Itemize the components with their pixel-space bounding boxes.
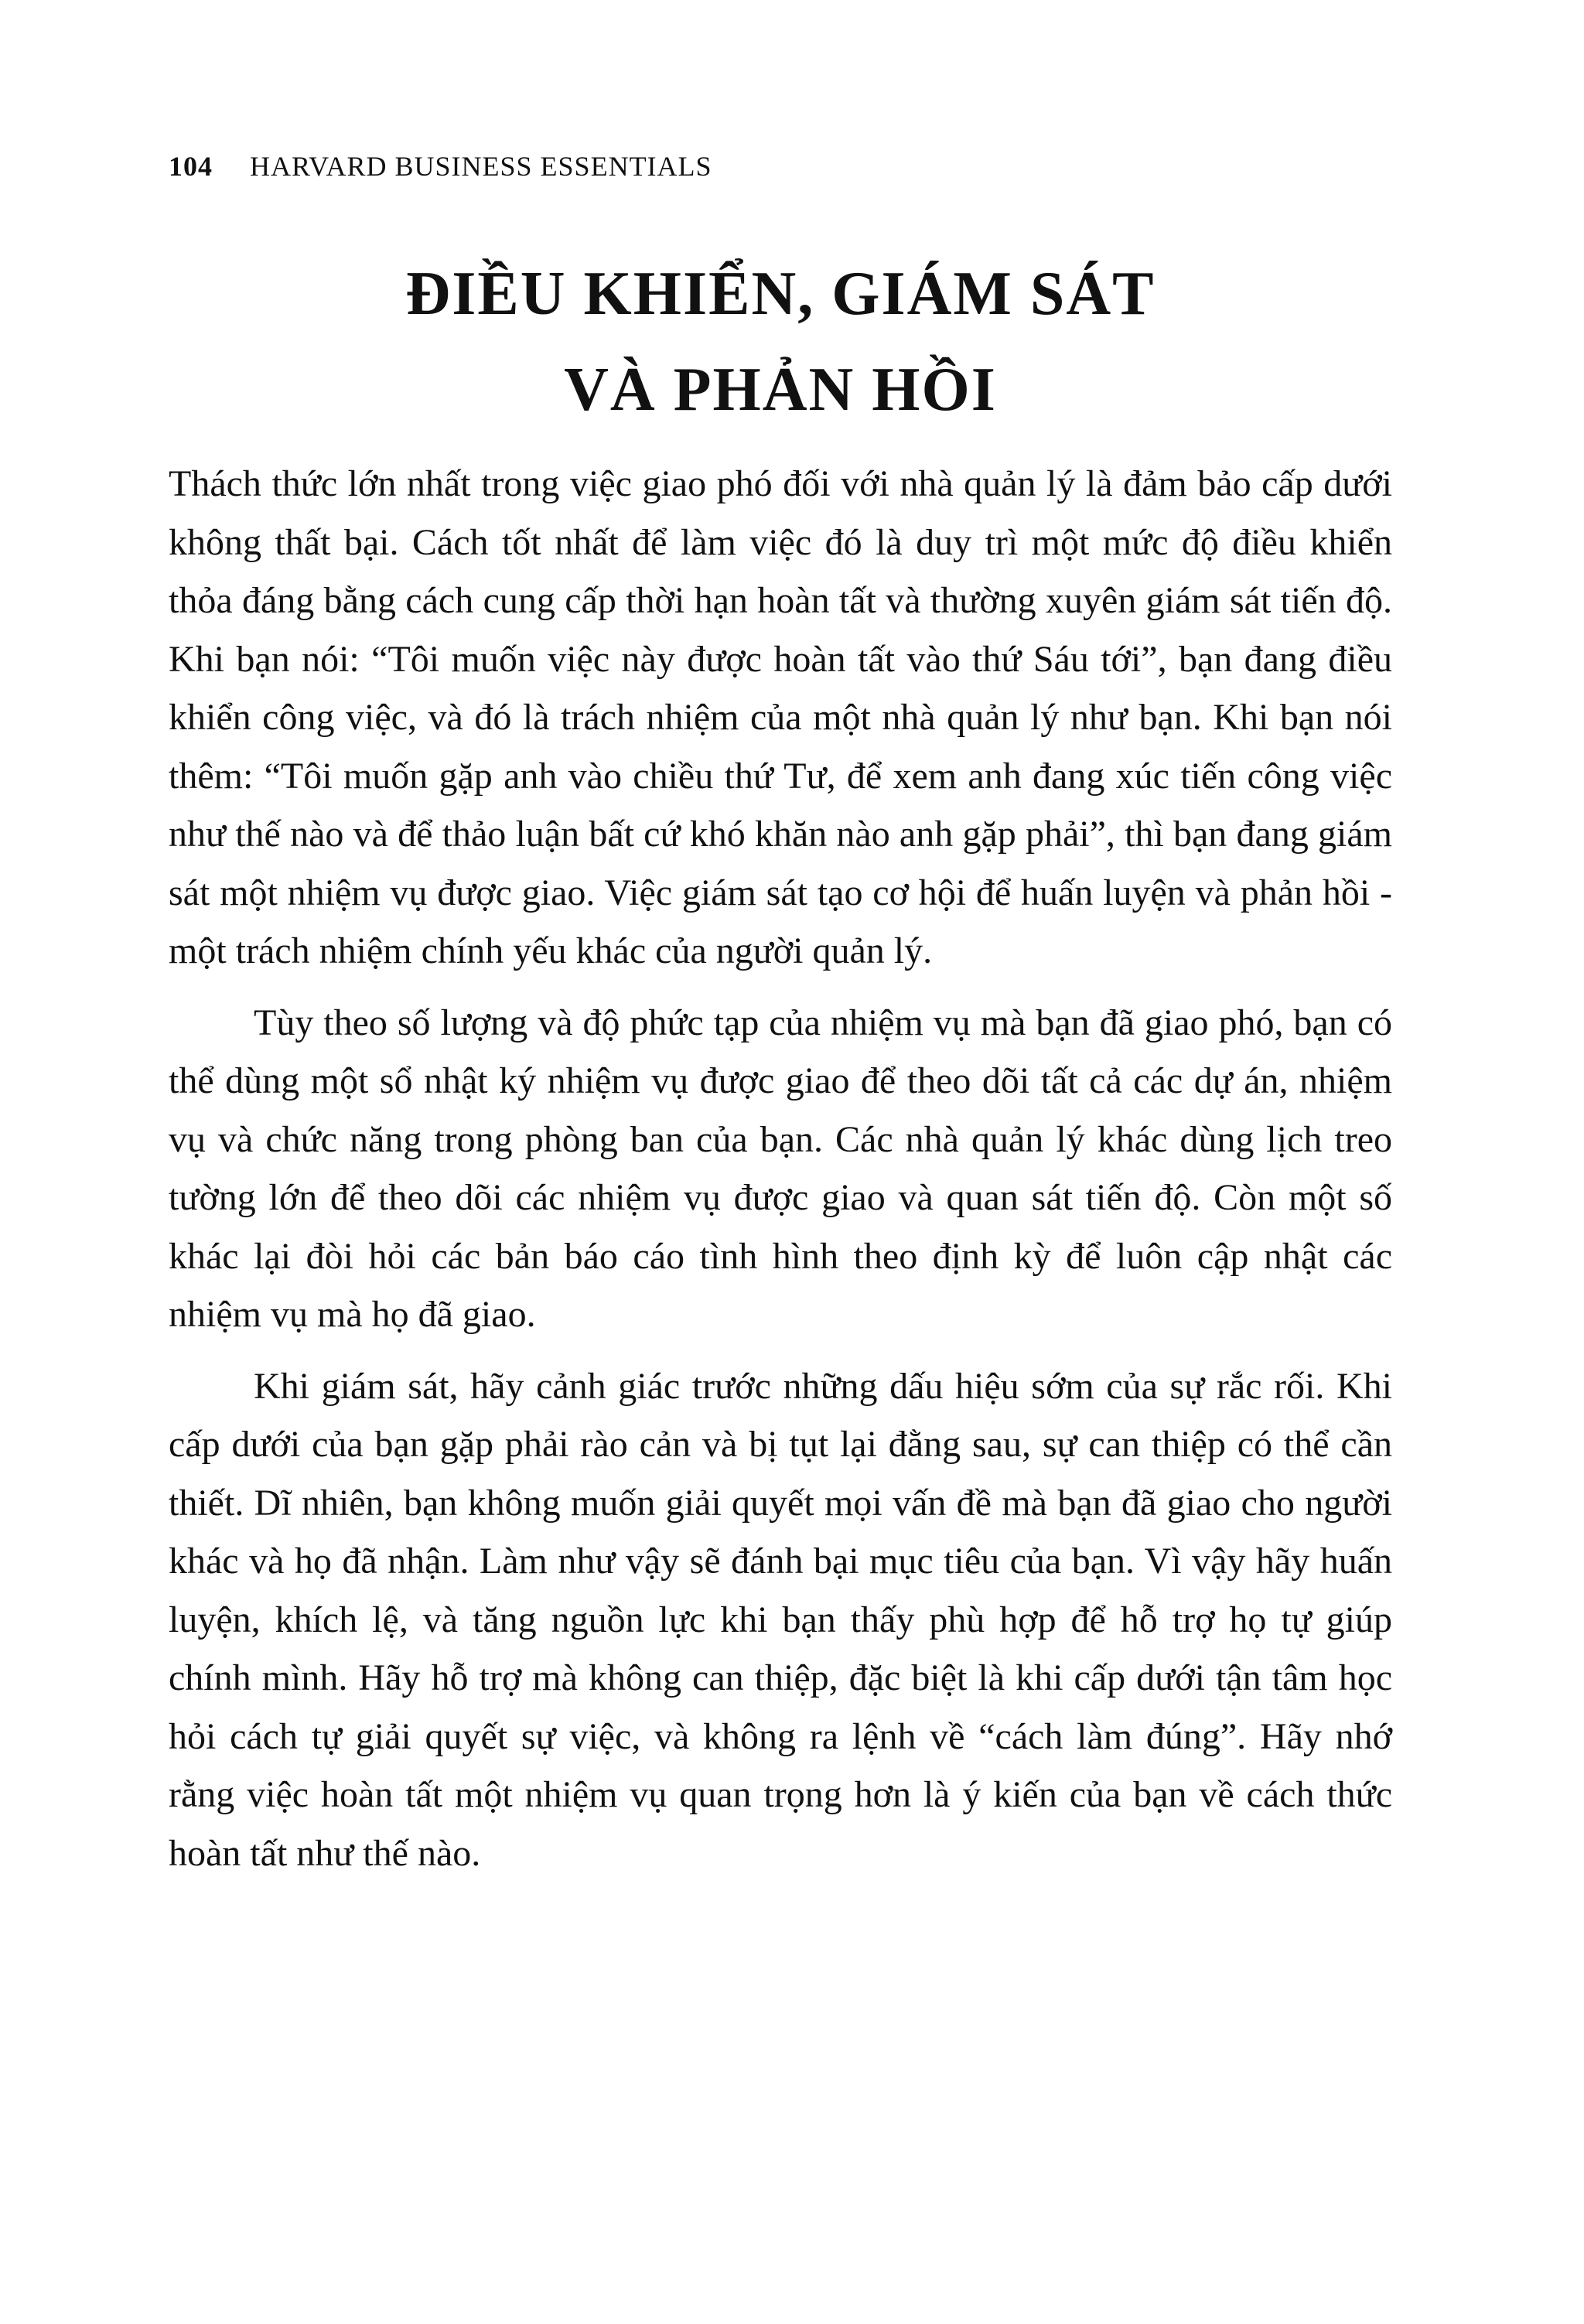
chapter-title-line-1: ĐIỀU KHIỂN, GIÁM SÁT bbox=[405, 260, 1156, 328]
paragraph-3: Khi giám sát, hãy cảnh giác trước những dấu hiệu sớm của sự rắc rối. Khi cấp dưới của bạn gặp phải rào cản và bị tụt lại đằng sau, sự can thiệp có thể cần thiết. Dĩ nhiên, bạn không muốn giải quyết mọi vấn đề mà bạn đã giao cho người khác và họ đã nhận. Làm như vậy sẽ đánh bại mục tiêu của bạn. Vì vậy hãy huấn luyện, khích lệ, và tăng nguồn lực khi bạn thấy phù hợp để hỗ trợ họ tự giúp chính mình. Hãy hỗ trợ mà không can thiệp, đặc biệt là khi cấp dưới tận tâm học hỏi cách tự giải quyết sự việc, và không ra lệnh về “cách làm đúng”. Hãy nhớ rằng việc hoàn tất một nhiệm vụ quan trọng hơn là ý kiến của bạn về cách thức hoàn tất như thế nào. bbox=[169, 1365, 1392, 1874]
running-title: HARVARD BUSINESS ESSENTIALS bbox=[250, 151, 712, 182]
running-header bbox=[169, 150, 712, 183]
chapter-title bbox=[169, 246, 1392, 438]
body-text bbox=[169, 455, 1392, 1882]
page-number: 104 bbox=[169, 151, 213, 182]
chapter-title-line-2: VÀ PHẢN HỒI bbox=[564, 356, 997, 424]
paragraph-1: Thách thức lớn nhất trong việc giao phó đối với nhà quản lý là đảm bảo cấp dưới không thất bại. Cách tốt nhất để làm việc đó là duy trì một mức độ điều khiển thỏa đáng bằng cách cung cấp thời hạn hoàn tất và thường xuyên giám sát tiến độ. Khi bạn nói: “Tôi muốn việc này được hoàn tất vào thứ Sáu tới”, bạn đang điều khiển công việc, và đó là trách nhiệm của một nhà quản lý như bạn. Khi bạn nói thêm: “Tôi muốn gặp anh vào chiều thứ Tư, để xem anh đang xúc tiến công việc như thế nào và để thảo luận bất cứ khó khăn nào anh gặp phải”, thì bạn đang giám sát một nhiệm vụ được giao. Việc giám sát tạo cơ hội để huấn luyện và phản hồi - một trách nhiệm chính yếu khác của người quản lý. bbox=[169, 463, 1392, 971]
paragraph-2: Tùy theo số lượng và độ phức tạp của nhiệm vụ mà bạn đã giao phó, bạn có thể dùng một sổ nhật ký nhiệm vụ được giao để theo dõi tất cả các dự án, nhiệm vụ và chức năng trong phòng ban của bạn. Các nhà quản lý khác dùng lịch treo tường lớn để theo dõi các nhiệm vụ được giao và quan sát tiến độ. Còn một số khác lại đòi hỏi các bản báo cáo tình hình theo định kỳ để luôn cập nhật các nhiệm vụ mà họ đã giao. bbox=[169, 1002, 1392, 1335]
